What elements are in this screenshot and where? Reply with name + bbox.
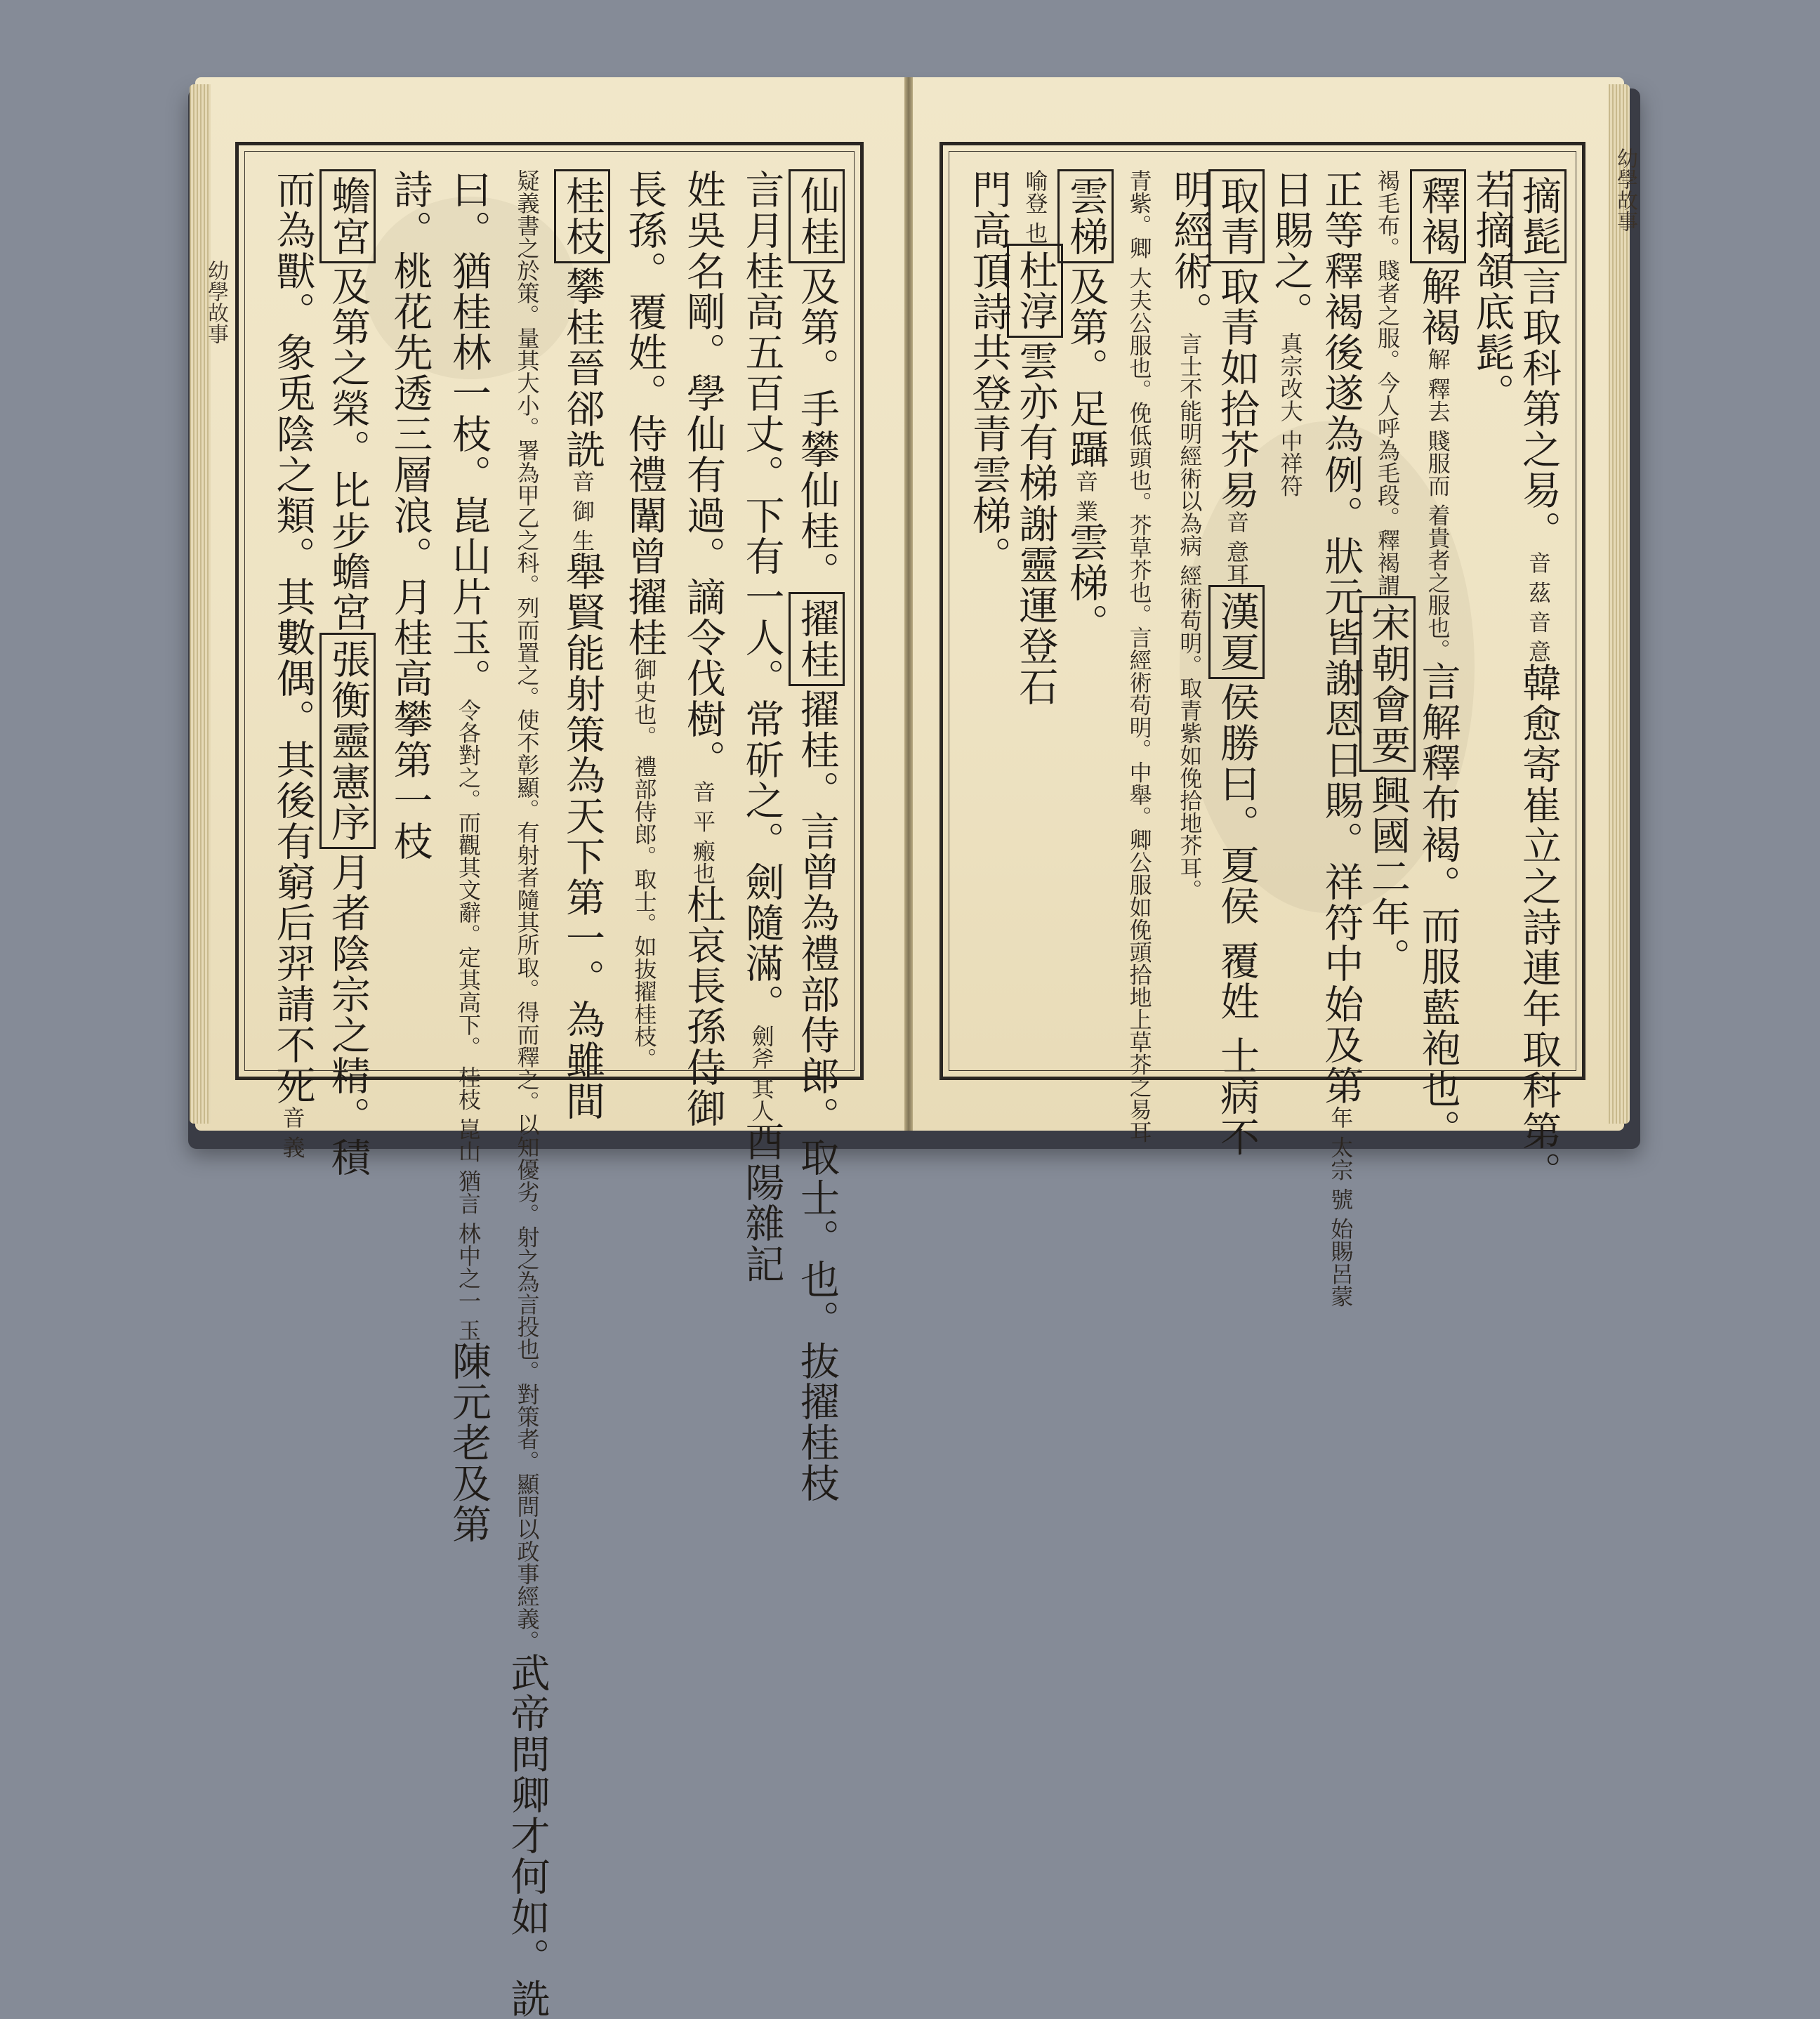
column-heading-secondary: 擢桂 <box>789 592 845 686</box>
text-column <box>1469 169 1517 1061</box>
column-gloss: 音 業 <box>1072 470 1099 522</box>
column-heading-secondary: 張衡靈憲序 <box>319 633 376 849</box>
column-gloss: 喻登 也 <box>1022 169 1049 244</box>
text-column <box>1415 169 1466 1150</box>
column-gloss: 音 御 生 <box>569 470 595 552</box>
column-text-secondary: 武帝問卿才何如。詵 <box>504 1652 550 2019</box>
column-text-secondary: 陳元老及第 <box>446 1341 492 1545</box>
column-gloss: 青紫。卿 大夫公服也。俛低頭也。芥草芥也。言經術苟明。中舉。卿公服如俛頭拾地上草芥之易耳 <box>1126 169 1153 1143</box>
column-text: 言月桂高五百丈。下有一人。常斫之。劍隨滿。 <box>739 169 785 1025</box>
column-gloss: 褐毛布。賤者之服。今人呼為毛段。釋褐謂 <box>1374 169 1401 596</box>
left-margin-title: 幼學故事 <box>204 260 228 344</box>
column-gloss: 御史也。 禮部侍郎。取士。如抜擢桂枝。 <box>631 658 658 1070</box>
text-column <box>965 169 1013 1061</box>
column-text-secondary: 雲亦有梯謝靈運登石 <box>1013 341 1059 708</box>
column-gloss: 真宗改大 中祥符 <box>1277 332 1304 497</box>
book-gutter <box>904 77 913 1131</box>
column-text-secondary: 侯勝曰。夏侯 覆姓 士病不 <box>1214 682 1260 1158</box>
text-column <box>789 169 845 1504</box>
column-heading-secondary: 宋朝會要 <box>1359 596 1416 772</box>
column-text: 而為獸。象兎陰之類。其數偶。其後有窮后羿請不死 <box>270 169 316 1106</box>
column-gloss: 疑義書之於策。量其大小。署為甲乙之科。列而置之。使不彰顯。有射者隨其所取。得而釋之。以知優劣。射之為言投也。對策者。顯問以政事經義。 <box>513 169 541 1652</box>
column-text: 正等釋褐後遂為例。狀元皆謝恩日賜。祥符中始及第 <box>1318 169 1364 1106</box>
column-text-secondary: 言解釋布褐。而服藍袍也。 <box>1415 661 1461 1150</box>
text-column <box>1063 169 1114 1061</box>
text-column <box>1214 169 1265 1158</box>
text-column <box>1013 169 1064 1061</box>
left-text-frame <box>235 142 864 2019</box>
column-text-secondary: 興國二年。 <box>1365 775 1411 978</box>
left-page-edges <box>190 84 211 1124</box>
column-text: 長孫。覆姓。侍禮闈曾擢桂 <box>621 169 668 658</box>
column-heading: 釋褐 <box>1410 169 1466 263</box>
column-text: 曰。猶桂林一枝。崑山片玉。 <box>446 169 492 699</box>
text-column <box>437 169 494 1545</box>
text-column <box>261 169 317 1159</box>
text-column <box>378 169 435 1061</box>
column-text: 及第。足躡 <box>1063 266 1109 470</box>
column-text-secondary: 舉賢能射策為天下第一。為雖間 <box>560 551 605 1122</box>
column-gloss: 音 義 <box>279 1106 306 1159</box>
column-text: 及第。手攀仙桂。 <box>794 266 840 592</box>
column-heading: 摘髭 <box>1510 169 1567 263</box>
column-gloss: 音 平 瘢也 <box>690 780 716 885</box>
column-heading: 桂枝 <box>554 169 610 263</box>
text-column <box>555 169 611 1122</box>
column-text-secondary: 擢桂。言曾為禮部侍郎。取士。也。抜擢桂枝 <box>794 689 840 1504</box>
column-heading-secondary: 杜淳 <box>1007 244 1063 338</box>
column-text: 日賜之。 <box>1267 169 1314 332</box>
column-text: 姓吳名剛。學仙有過。謫令伐樹。 <box>680 169 726 780</box>
text-column <box>1318 169 1366 1308</box>
column-gloss: 言士不能明經術以為病 經術苟明。取青紫如俛拾地芥耳。 <box>1176 332 1204 902</box>
column-gloss: 年 太宗 號 始賜呂蒙 <box>1327 1106 1354 1308</box>
column-text: 門高頂詩共登青雲梯。 <box>965 169 1012 577</box>
column-text: 取青如拾芥易 <box>1214 266 1260 511</box>
column-text: 攀桂晉郤詵 <box>560 266 605 470</box>
column-gloss: 解 釋去 賤服而 着貴者之服也。 <box>1424 348 1451 662</box>
text-column <box>496 169 552 2019</box>
column-text-secondary: 月者陰宗之精。積 <box>325 852 371 1178</box>
column-heading: 蟾宮 <box>319 169 376 263</box>
column-heading: 雲梯 <box>1057 169 1114 263</box>
column-text: 及第之榮。比步蟾宮 <box>325 266 371 633</box>
text-column <box>1516 169 1567 1192</box>
text-column <box>1365 169 1416 1061</box>
column-text: 言取科第之易。 <box>1516 266 1562 551</box>
column-gloss: 音 意耳 <box>1223 511 1250 586</box>
column-heading: 仙桂 <box>789 169 845 263</box>
column-heading: 取青 <box>1208 169 1265 263</box>
text-column <box>1167 169 1215 1061</box>
column-gloss: 音 茲 音 意 <box>1525 551 1552 663</box>
right-text-frame <box>939 142 1585 1308</box>
column-text: 明經術。 <box>1167 169 1213 332</box>
right-margin-title: 幼學故事 <box>1613 147 1637 232</box>
text-column <box>730 169 786 1285</box>
column-text-secondary: 酉陽雜記 <box>739 1122 785 1285</box>
column-gloss: 令各對之。而觀其文辭。定其高下。 桂枝 崑山 猶言 林中之一 玉 <box>455 699 482 1341</box>
text-column <box>1267 169 1315 1061</box>
column-heading-secondary: 漢夏 <box>1208 585 1265 679</box>
column-text: 若摘頷底髭。 <box>1469 169 1515 414</box>
text-column <box>1116 169 1164 1143</box>
column-gloss: 劍斧 其人 <box>748 1025 775 1122</box>
column-text-secondary: 杜哀長孫侍御 <box>680 884 726 1129</box>
column-text-secondary: 雲梯。 <box>1063 522 1109 645</box>
text-column <box>672 169 728 1129</box>
column-text-secondary: 韓愈寄崔立之詩連年取科第。 <box>1516 662 1562 1192</box>
column-text: 解褐 <box>1415 266 1461 348</box>
right-page-edges <box>1609 84 1630 1124</box>
column-text: 詩。桃花先透三層浪。月桂高攀第一枝 <box>387 169 433 862</box>
text-column <box>320 169 376 1178</box>
text-column <box>613 169 669 1070</box>
